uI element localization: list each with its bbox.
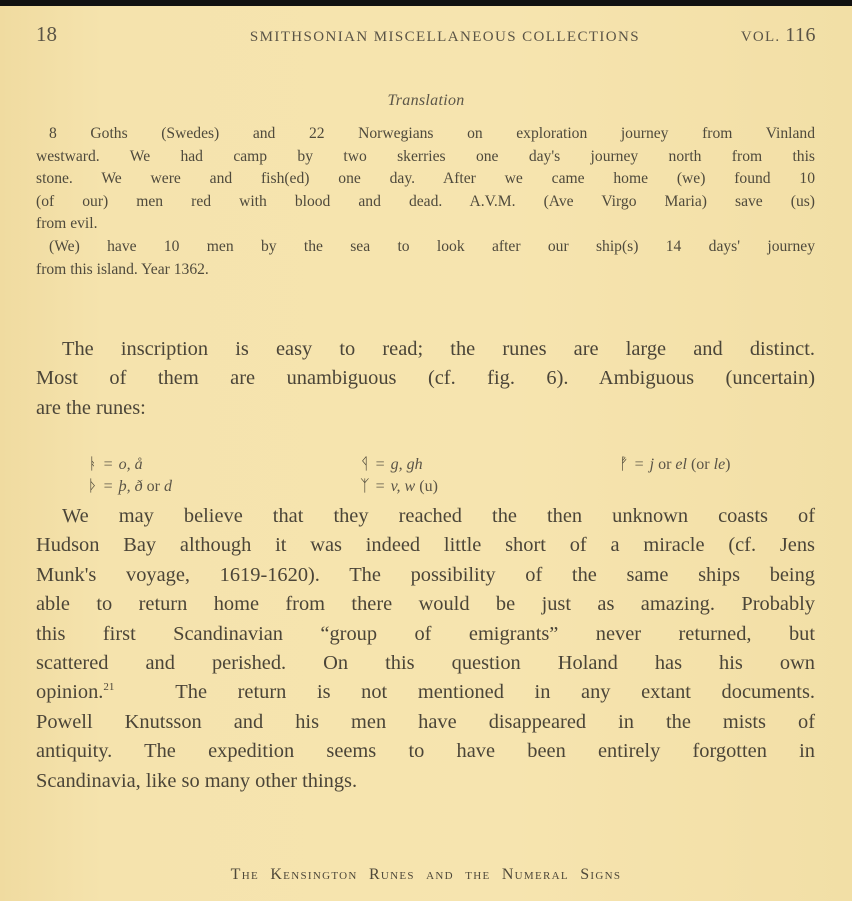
footnote-reference[interactable]: 21 [103,681,115,694]
text-line: able to return home from there would be just as amazing. Probably [36,593,815,616]
rune-value: o, å [118,456,143,473]
text-line: We may believe that they reached the then unknown coasts of [62,505,815,527]
equals-sign: = [103,456,113,473]
text-fragment: The return is not mentioned in any extant documents. [175,681,815,704]
heading-word: The [230,866,260,883]
text-line: Hudson Bay although it was indeed little short of a miracle (cf. Jens [36,534,815,557]
text-line: stone. We were and fish(ed) one day. After we came home (we) found 10 [36,170,815,188]
text-line: Munk's voyage, 1619-1620). The possibility of the same ships being [36,563,815,586]
heading-word: Signs [580,866,622,883]
text-line: Scandinavia, like so many other things. [36,769,358,792]
rune-value-part: (or [686,456,714,473]
equals-sign: = [634,456,644,473]
translation-paragraph-2 [36,236,815,281]
series-title: SMITHSONIAN MISCELLANEOUS COLLECTIONS [249,29,641,45]
rune-entry-j [619,453,731,475]
translation-paragraph-1 [36,123,815,236]
rune-value-part: el [675,456,687,473]
rune-value-part: j [649,456,655,473]
translation-title: Translation [387,92,465,109]
text-line: Most of them are unambiguous (cf. fig. 6). Ambiguous (uncertain) [36,367,815,390]
rune-value-part: or [142,478,164,495]
text-line-with-footnote [36,678,815,707]
text-fragment: opinion. [36,681,104,704]
rune-value: g, gh [390,456,423,473]
translation-block [36,123,815,281]
text-line: are the runes: [36,396,146,419]
volume-number: 116 [785,24,816,46]
rune-list [88,453,828,499]
rune-entry-o [88,453,143,475]
rune-entry-th [88,475,172,497]
heading-word: Runes [368,866,415,883]
volume-label [741,24,816,47]
section-heading [0,866,852,884]
text-line: westward. We had camp by two skerries one day's journey north from this [36,147,815,165]
rune-glyph-icon: ᚡ [619,454,629,473]
text-line: The inscription is easy to read; the runes are large and distinct. [62,338,815,360]
rune-glyph-icon: ᚭ [88,454,98,473]
text-line: this first Scandinavian “group of emigrants” never returned, but [36,622,815,645]
inscription-paragraph [36,335,815,423]
heading-word: the [465,866,491,883]
rune-value-part: le [713,456,726,473]
rune-value-part: d [163,478,172,495]
page-number: 18 [36,22,57,46]
text-line: 8 Goths (Swedes) and 22 Norwegians on exploration journey from Vinland [49,125,815,142]
heading-word: Kensington [270,866,358,883]
rune-value-part: or [654,456,676,473]
rune-glyph-icon: ᚦ [88,476,98,495]
text-line: scattered and perished. On this question Holand has his own [36,652,815,675]
text-line: (We) have 10 men by the sea to look after our ship(s) 14 days' journey [49,237,815,255]
rune-entry-g [360,453,423,475]
text-line: from evil. [36,215,98,233]
volume-prefix: VOL. [740,29,781,45]
rune-glyph-icon: ᛩ [360,454,370,473]
text-line: Powell Knutsson and his men have disappeared in the mists of [36,710,815,733]
conclusion-paragraph [36,502,815,796]
text-line: from this island. Year 1362. [36,260,209,278]
equals-sign: = [103,478,113,495]
rune-entry-v [360,475,438,497]
rune-value-part: v, w [390,478,416,495]
equals-sign: = [375,456,385,473]
heading-word: and [426,866,454,883]
heading-word: Numeral [501,866,569,883]
rune-value-part: þ, ð [118,478,143,495]
text-line: (of our) men red with blood and dead. A.V.M. (Ave Virgo Maria) save (us) [36,192,815,210]
equals-sign: = [375,478,385,495]
rune-value-part: ) [725,456,731,473]
rune-glyph-icon: ᛉ [360,476,370,495]
rune-value-part: (u) [415,478,438,495]
running-head [36,22,816,52]
text-line: antiquity. The expedition seems to have been entirely forgotten in [36,740,815,763]
